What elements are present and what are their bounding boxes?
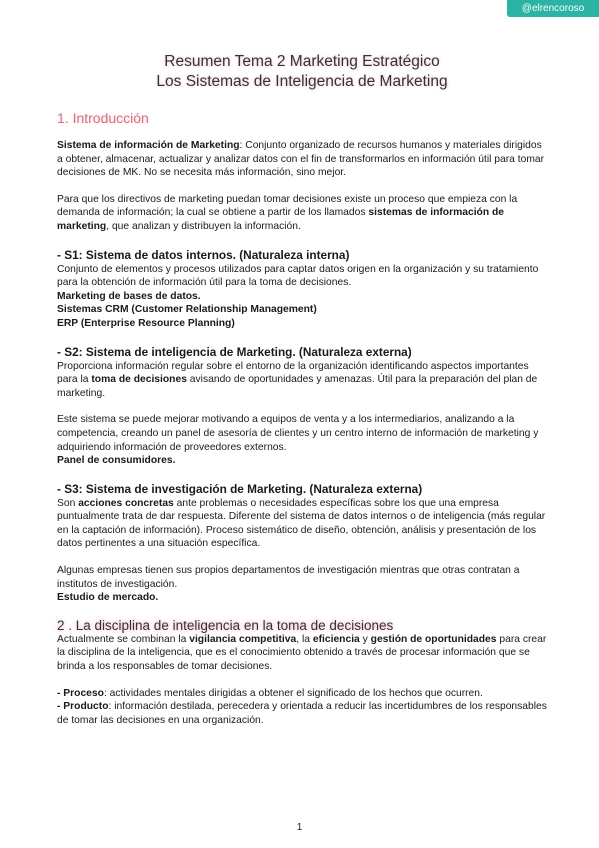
bold-term: sistemas de información de marketing [57, 207, 505, 232]
text: Actualmente se combinan la [57, 633, 190, 645]
s2-description [57, 360, 547, 401]
author-handle-badge[interactable]: @elrencoroso [507, 0, 599, 17]
text: : Conjunto organizado de recursos humanos y materiales dirigidos a obtener, almacenar, actualizar y analizar datos con el fin de transformarlos en información útil para tomar decisiones de MK. No se necesita más información, sino mejor. [57, 140, 545, 179]
text: , que analizan y distribuyen la información. [106, 220, 301, 232]
text: Son [57, 497, 79, 509]
bold-term: toma de decisiones [91, 374, 187, 386]
s3-companies: Algunas empresas tienen sus propios departamentos de investigación mientras que otras contratan a institutos de investigación. [57, 565, 520, 590]
bold-term: - Proceso [57, 687, 104, 699]
text: Proporciona información regular sobre el entorno de la organización identificando aspectos importantes para la [57, 360, 529, 386]
text: , la [296, 633, 313, 645]
bold-item: Panel de consumidores. [57, 455, 176, 467]
s3-heading: - S3: Sistema de investigación de Marketing. (Naturaleza externa) [57, 481, 423, 496]
section-2-heading: 2 . La disciplina de inteligencia en la toma de decisiones [57, 617, 394, 633]
bold-term: acciones concretas [78, 497, 174, 509]
text: ante problemas o necesidades específicas sobre los que una empresa puntualmente trata de dar respuesta. Diferente del sistema de datos internos o de inteligencia (más regular en la captación de información). Proceso sistemático de diseño, obtención, análisis y presentación de los datos pertinentes a una situación específica. [57, 497, 546, 550]
section-2-intro [57, 633, 547, 674]
paragraph-sim-definition [57, 139, 547, 180]
text: avisando de oportunidades y amenazas. Útil para la preparación del plan de marketing. [57, 374, 538, 399]
title-line-2: Los Sistemas de Inteligencia de Marketing [156, 73, 448, 90]
s1-item [57, 317, 547, 331]
s2-improvement: Este sistema se puede mejorar motivando a equipos de venta y a los intermediarios, analizando a la competencia, creando un panel de asesoría de clientes y un centro interno de información de marketing y adquiriendo información de proveedores externos. [57, 414, 539, 453]
document-page [57, 0, 547, 727]
product-definition [57, 700, 547, 727]
bold-term: eficiencia [312, 633, 360, 645]
section-1-heading: 1. Introducción [57, 110, 149, 126]
bold-term: gestión de oportunidades [370, 633, 497, 645]
document-title [57, 52, 547, 92]
bold-term: vigilancia competitiva [189, 633, 297, 645]
s2-heading: - S2: Sistema de inteligencia de Marketing. (Naturaleza externa) [57, 344, 412, 359]
title-line-1: Resumen Tema 2 Marketing Estratégico [164, 53, 440, 70]
process-definition [57, 687, 547, 701]
s1-description: Conjunto de elementos y procesos utilizados para captar datos origen en la organización y su tratamiento para la obtención de información útil para la toma de decisiones. [57, 263, 539, 289]
text: : actividades mentales dirigidas a obtener el significado de los hechos que ocurren. [103, 687, 483, 699]
s3-item [57, 591, 547, 605]
bold-item: Sistemas CRM (Customer Relationship Management) [57, 304, 317, 316]
s1-item [57, 290, 547, 304]
bold-term: - Producto [57, 701, 109, 713]
bold-item: Estudio de mercado. [57, 592, 159, 604]
s2-item [57, 454, 547, 468]
s1-heading: - S1: Sistema de datos internos. (Naturaleza interna) [57, 247, 350, 262]
paragraph-decision-process [57, 193, 547, 234]
text: : información destilada, perecedera y orientada a reducir las incertidumbres de los responsables de tomar las decisiones en una organización. [57, 701, 547, 726]
page-number: 1 [296, 822, 303, 833]
text: para crear la disciplina de la inteligencia, que es el conocimiento obtenido a través de procesar información que se brinda a los responsables de tomar decisiones. [57, 633, 547, 673]
text: Para que los directivos de marketing puedan tomar decisiones existe un proceso que empieza con la demanda de información; la cual se obtiene a partir de los llamados [57, 193, 518, 219]
bold-item: Marketing de bases de datos. [57, 290, 201, 302]
s1-item [57, 303, 547, 317]
bold-term: Sistema de información de Marketing [57, 140, 240, 151]
text: y [359, 633, 371, 645]
s3-description [57, 497, 547, 551]
bold-item: ERP (Enterprise Resource Planning) [57, 317, 235, 329]
